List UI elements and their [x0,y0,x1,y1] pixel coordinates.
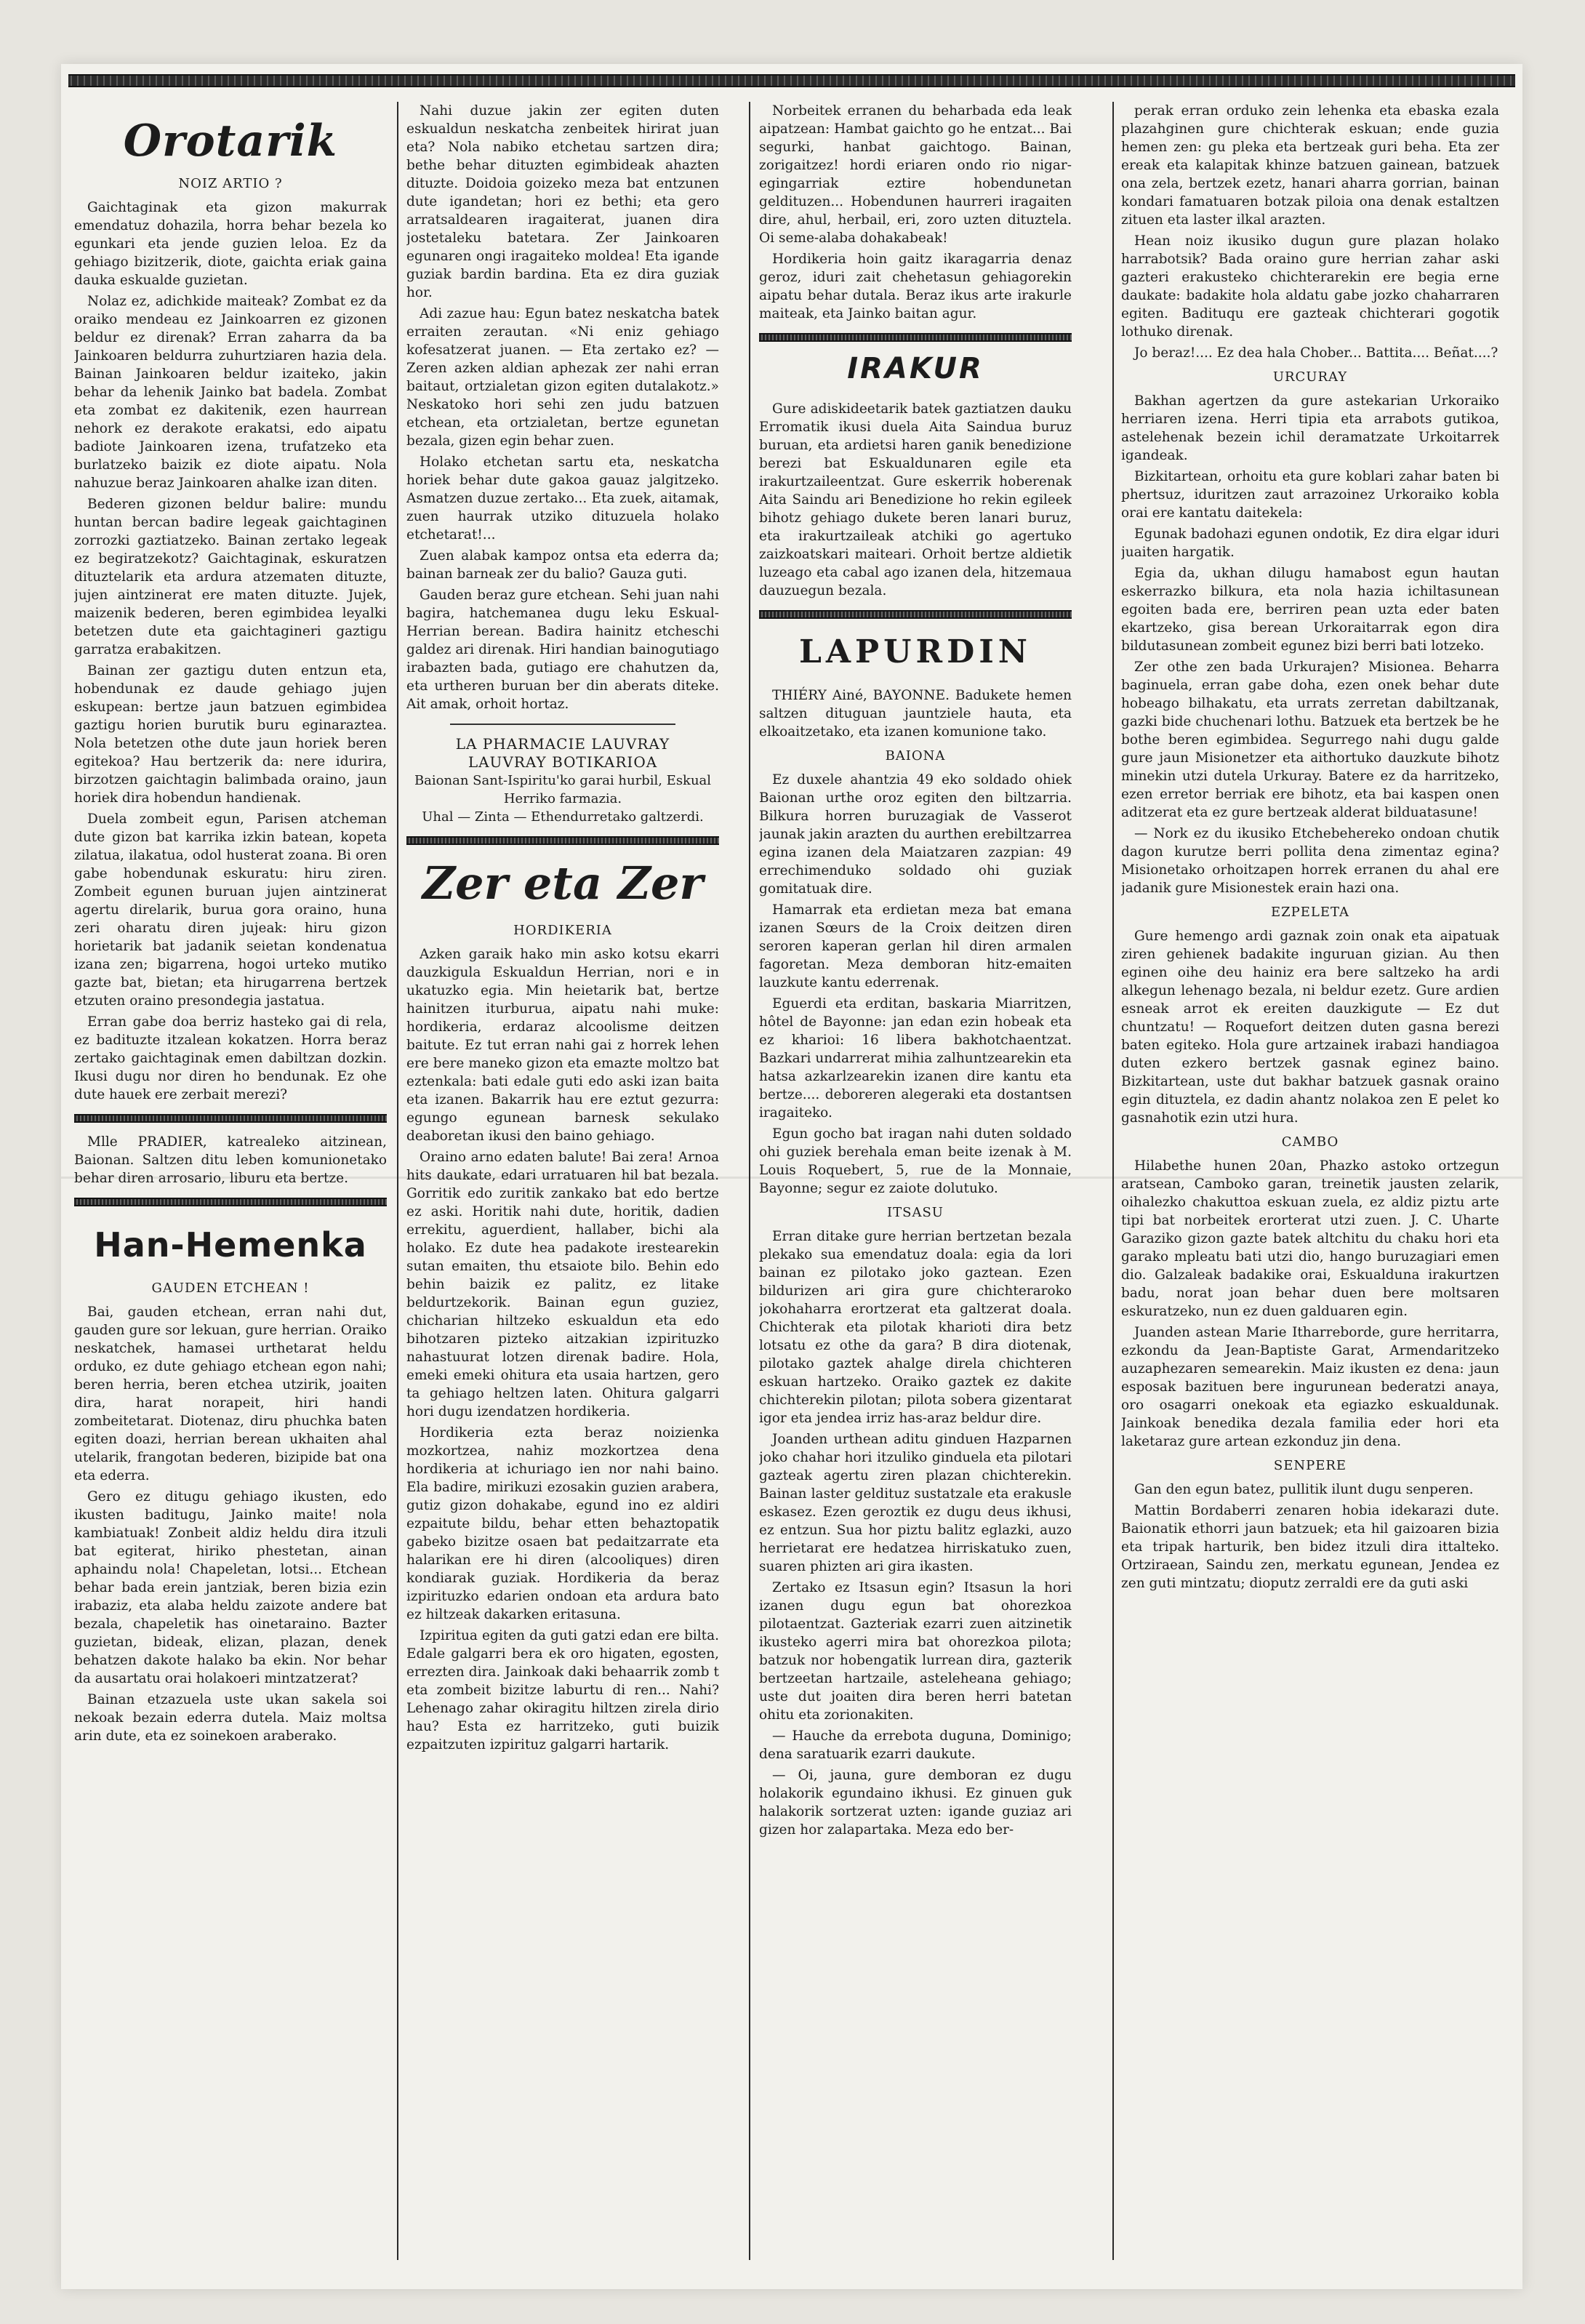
section-rule [759,333,1072,342]
paragraph: — Nork ez du ikusiko Etchebehereko ondoan chutik dagon kurutze berri pollita dena zimentaz egina? Misionetako orhoitzapen horrek erranen du ahal ere jadanik gure Misionestek erain hazi ona. [1121,826,1499,896]
paragraph: Egunak badohazi egunen ondotik, Ez dira elgar iduri juaiten hargatik. [1121,526,1499,560]
paragraph: Bederen gizonen beldur balire: mundu huntan bercan badire legeak gaichtaginen zorrozki gaztiatzeko. Bainan zertako legeak ez begiratzekotz? Gaichtaginak, eskuratzen dituztelarik eta ardura atzematen dituzte, jujen aintzinerat ere maten dituzte. Jujek, maizenik bederen, beren egimbidea leyalki betetzen dute eta gaichtagineri gaztigu garratza erabakitzen. [74,497,387,657]
paragraph: Norbeitek erranen du beharbada eda leak aipatzean: Hambat gaichto go he entzat... Bai segurki, hanbat gaichtogo. Bainan, zorigaitzez! hordi eriaren ondo rio nigar-egingarriak eztire hobendunetan geldituzen... Hobendunen haurreri iragaiten dire, ahul, herbail, eri, zoro uzten dituztela. Oi seme-alaba dohakabeak! [759,103,1072,246]
section-title: GAUDEN ETCHEAN ! [151,1281,310,1296]
paragraph: Mattin Bordaberri zenaren hobia idekarazi dute. Baionatik ethorri jaun batzuek; eta hil gaizoaren bizia eta tripak harturik, ben bidez itzuli dira ittalteko. Ortziraean, Saindu zen, merkatu egunean, Jendea ez zen guti mintzatu; dioputz zerraldi ere da guti aski [1121,1503,1499,1591]
column-4 [1121,102,1499,2260]
column-1 [74,102,387,2260]
section-rule [74,1198,387,1206]
paragraph: Hordikeria ezta beraz noizienka mozkortzea, nahiz mozkortzea dena hordikeria at ichuriago ien nor nahi baino. Ela badire, mirikuzi ezosakin guzien arabera, gutiz gizon dohakabe, egund ino ez aldiri ezpaitute bildu, behar etten behaztopatik gabeko bizitze osaen bat pedaitzarrate eta halarikan ere hi diren (alcooliques) diren kondiarak guziak. Hordikeria da beraz izpirituzko edarien ondoan eta ardura bato ez hiltzeak dakarken eritasuna. [406,1425,719,1622]
paragraph: Ez duxele ahantzia 49 eko soldado ohiek Baionan urthe oroz egiten den biltzarria. Bilkura horren buruzagiak de Vasserot jaunak jakin arazten du aurthen erebiltzarrea egina izanen dela Maiatzaren zazpian: 49 errechimenduko soldado ohi guziak gomitatuak dire. [759,772,1072,897]
paragraph: Izpiritua egiten da guti gatzi edan ere bilta. Edale galgarri bera ek oro higaten, egosten, errezten dira. Jainkoak daki behaarrik zomb t eta zombeit bizitze laburtu di ren... Nahi? Lehenago zahar okiragitu hiltzen zirela dirio hau? Esta ez harritzeko, guti buizik ezpaitzuten izpirituz galgarri hartarik. [406,1628,719,1752]
column-2 [406,102,719,2260]
column-divider [749,102,750,2260]
paragraph: Duela zombeit egun, Parisen atcheman dute gizon bat karrika izkin batean, kopeta zilatua, ilakatua, odol husterat zoana. Bi oren gabe hobendunak eskuratu: hiru ziren. Zombeit egunen buruan jujen aintzinerat agertu direlarik, burua gora oraino, huna zeri oharatu diren jujeak: hiru gizon horietarik bat jadanik seietan kondenatua izana zen; bigarrena, hogoi urteko mutiko gazte bat, bietan; eta hirugarrena bertzek etzuten oraino presondegia jastatua. [74,812,387,1009]
paragraph: perak erran orduko zein lehenka eta ebaska ezala plazahginen gure chichterak eskuan; ende guzia hemen zen: gu pleka eta bertzeak guri beha. Eta zer ereak eta kalapitak khinze batzuen gainean, batzuek ona zela, bertzek ezetz, hanari aharra gorrian, bainan kondari famatuaren botzak piloia ona denak estaltzen zituen eta laster ilkal arazten. [1121,103,1499,228]
paragraph: Gure adiskideetarik batek gaztiatzen dauku Erromatik ikusi duela Aita Saindua buruz buruan, eta ardietsi haren ganik benedizione berezi bat Eskualdunaren egile eta irakurtzaileentzat. Gure eskerrik hoberenak Aita Saindu ari Benedizione ho rekin egileek bihotz gehiago dukete beren lanari buruz, eta irakurtzaileak atchiki go agertuko zaizkoatskari maiteari. Orhoit bertze aldietik luzeago eta cabal ago izanen dela, hitzemaua dauzuegun bezala. [759,401,1072,598]
paragraph: Gaichtaginak eta gizon makurrak emendatuz dohazila, horra behar bezela ko egunkari eta jende guzien leloa. Ez da gehiago bizitzerik, diote, gaichta eriak gaina dauka eskualde guzietan. [74,200,387,288]
paragraph: Juanden astean Marie Itharreborde, gure herritarra, ezkondu da Jean-Baptiste Garat, Armendaritzeko auzaphezaren semearekin. Maiz ikusten ez dena: jaun esposak bazituen bere ingurunean bederatzi anaya, oro osagarri onekoak eta egiazko eskualdunak. Jainkoak benedika dezala familia eder hori eta laketaraz gure artean ezkonduz jin dena. [1121,1325,1499,1449]
paragraph: Gure hemengo ardi gaznak zoin onak eta aipatuak ziren gehienek badakite inguruan gizian. Au then eginen oihe deu hainiz era bere saltzeko ha ardi alkegun lehenago bezala, ni beldur ezetz. Gure ardien esneak arrot ek ereiten dauzkigute — Ez dut chuntzatu! — Roquefort deitzen duten gasna berezi baten egiteko. Hola gure artzainek irabazi handiagoa duten ezkero bertzek gasnak eginez baino. Bizkitartean, uste dut bakhar batzuek gasnak oraino egin dituztela, ez dadin ahantz nolakoa zen E pelet ko gasnahotik ezin utzi hura. [1121,929,1499,1126]
paragraph: Oraino arno edaten balute! Bai zera! Arnoa hits daukate, edari urratuaren hil bat bezala. Gorritik edo zuritik zankako bat edo bertze ez aski. Horitik nahi dute, horitik, dadien errekitu, aguerdient, hallaber, bichi ala holako. Ez dute hea padakote irestearekin sutan emaiten, thu etsaiote bilo. Behin edo behin baizik ez palitz, ez litake beldurtzekorik. Bainan egun guziez, chicharian hiltzeko eskualdun eta edo bihotzaren pizteko aitzakian izpirituzko nahastuurat lotzen direnak badire. Hola, emeki emeki ohitura eta usaia hartzen, gero ta gehiago heltzen laten. Ohitura galgarri hori dugu izendatzen hordikeria. [406,1150,719,1419]
section-title: BAIONA [885,748,946,764]
section-title: HORDIKERIA [513,923,612,938]
ad-line: Uhal — Zinta — Ethendurretako galtzerdi. [422,809,704,825]
paragraph: Hordikeria hoin gaitz ikaragarria denaz geroz, iduri zait chehetasun gehiagorekin aipatu behar dutala. Beraz ikus arte irakurle maiteak, eta Jainko baitan agur. [759,252,1072,321]
paragraph: — Hauche da errebota duguna, Dominigo; dena saratuarik ezarri daukute. [759,1728,1072,1762]
paragraph: Gan den egun batez, pullitik ilunt dugu senperen. [1134,1482,1474,1497]
column-divider [1112,102,1114,2260]
section-title: URCURAY [1272,369,1348,385]
paragraph: THIÉRY Ainé, BAYONNE. Badukete hemen saltzen dituguan jauntziele hauta, eta elkoaitzetako, eta izanen komunione tako. [759,688,1072,740]
paragraph: Egun gocho bat iragan nahi duten soldado ohi guziek berehala eman beite izenak à M. Louis Roquebert, 5, rue de la Monnaie, Bayonne; segur ez zaiote dolutuko. [759,1126,1072,1196]
masthead-irakur: IRAKUR [847,352,984,385]
notice: Mlle PRADIER, katrealeko aitzinean, Baionan. Saltzen ditu leben komunionetako behar diren arrosario, liburu eta bertze. [74,1134,387,1186]
paragraph: Hilabethe hunen 20an, Phazko astoko ortzegun aratsean, Camboko garan, treinetik jausten zelarik, oihalezko chakuttoa eskuan zuela, ez aldiz piztu arte tipi bat norbeitek erorterat utzi zuen. J. C. Uharte Garaziko gizon gazte batek altchitu du chaku hori eta garako mpleatu bati utzi dio, hango buruzagiari emen dio. Galzaleak badakike orai, Eskualduna irakurtzen badu, norat joan behar duen bere moltsaren eskuratzeko, nun ez duen galduaren egin. [1121,1158,1499,1319]
paragraph: Bai, gauden etchean, erran nahi dut, gauden gure sor lekuan, gure herrian. Oraiko neskatchek, hamasei urthetarat heldu orduko, ez dute gehiago etchean egon nahi; beren herria, beren etchea utzirik, joaiten dira, harat norapeit, hiri handi zombeitetarat. Diotenaz, diru phuchka baten egiten doazi, herrian berean ukhaiten ahal utelarik, frangotan bederen, bizipide bat ona eta ederra. [74,1305,387,1483]
paragraph: Eguerdi eta erditan, baskaria Miarritzen, hôtel de Bayonne: jan edan ezin hobeak eta ez kharioi: 16 libera bakhotchaentzat. Bazkari undarrerat mihia zalhuntzearekin eta hatsa azkarlzearekin izanen dire kantu eta bertze.... deboreren alegeraki eta dostantsen iragaiteko. [759,996,1072,1121]
paragraph: Azken garaik hako min asko kotsu ekarri dauzkigula Eskualdun Herrian, nori e in ukatuzko egia. Min heietarik bat, bertze hainitzen iturburua, aipatu nahi muke: hordikeria, erdaraz alcoolisme deitzen baitute. Ez tut erran nahi gai z horrek lehen ere bere maneko gizon eta emazte moltzo bat eztenkala: bati edale guti edo aski izan baita eta izanen. Bakarrik hau ere eztut gezurra: egungo egunean barnesk sekulako deaboretan ikusi den baino gehiago. [406,947,719,1144]
paragraph: Bizkitartean, orhoitu eta gure koblari zahar baten bi phertsuz, iduritzen zaut arrazoinez Urkoraiko kobla orai ere kantatu daitekela: [1121,469,1499,521]
divider [450,724,675,725]
ad-line: Baionan Sant-Ispiritu'ko garai hurbil, Eskual Herriko farmazia. [414,773,712,806]
masthead-han-hemenka: Han-Hemenka [94,1225,367,1265]
paragraph: Nolaz ez, adichkide maiteak? Zombat ez da oraiko mendeau ez Jainkoarren ez gizonen beldur ez direnak? Erran zaharra da ba Jainkoaren beldurra zuhurtziaren hazia dela. Bainan Jainkoaren beldur izaiteko, jakin behar da lehenik Jainko bat badela. Zombat eta zombat ez dakitenik, ezen haurrean nehork ez derakote erakatsi, edo aipatu badiote Jainkoaren izena, trufatzeko eta burlatzeko baizik ez diote aipatu. Nola nahuzue beraz Jainkoaren ahalke izan diten. [74,294,387,491]
paragraph: Adi zazue hau: Egun batez neskatcha batek erraiten zerautan. «Ni eniz gehiago kofesatzerat juanen. — Eta zertako ez? — Zeren azken aldian aphezak zer nahi erran baitaut, ortzialetan gizon egiten dutalakotz.» Neskatoko hori sehi zen judu batzuen etchean, eta ortzialetan, bertze egunetan bezala, gizen egin behar zuen. [406,306,719,449]
paragraph: Zertako ez Itsasun egin? Itsasun la hori izanen dugu egun bat ohorezkoa pilotaentzat. Gazteriak ezarri zuen aitzinetik ikusteko agerri mira bat ohorezkoa pilota; batzuk nor hobengatik lurrean dira, gazterik bertzeetan hartzaile, asteleheana gehiago; uste dut joaiten dira beren herri batetan ohitu eta zorionakiten. [759,1580,1072,1723]
masthead-lapurdin: LAPURDIN [798,633,1032,670]
top-ornamental-rule [68,74,1515,87]
paragraph: Holako etchetan sartu eta, neskatcha horiek behar dute gakoa gauaz jalgitzeko. Asmatzen duzue zertako... Eta zuek, aitamak, zuen haurrak utziko dituzuela holako etchetarat!... [406,454,719,542]
paragraph: Hamarrak eta erdietan meza bat emana izanen Sœurs de la Croix deitzen diren seroren kaperan gerlan hil diren armalen fagoretan. Meza demboran hitz-emaiten lauzkute kantu ederrenak. [759,902,1072,990]
section-rule [406,836,719,845]
paragraph: Erran gabe doa berriz hasteko gai di rela, ez badituzte itzalean kokatzen. Horra beraz zertako gaichtaginak emen dabiltzan dozkin. Ikusi dugu nor diren ho bendunak. Ez ohe dute hauek ere zerbait merezi? [74,1014,387,1102]
section-title: EZPELETA [1270,905,1349,920]
column-divider [397,102,398,2260]
paragraph: Jo beraz!.... Ez dea hala Chober... Battita.... Beñat....? [1134,345,1498,361]
paragraph: Bainan etzazuela uste ukan sakela soi nekoak bezain ederra dutela. Maiz moltsa arin dute, eta ez soinekoen araberako. [74,1692,387,1744]
paragraph: Bakhan agertzen da gure astekarian Urkoraiko herriaren izena. Herri tipia eta arrabots gutikoa, astelehenak bezein ichil deramatzate Urkoitarrek igandeak. [1121,393,1499,463]
paragraph: Nahi duzue jakin zer egiten duten eskualdun neskatcha zenbeitek hirirat juan eta? Nola nabiko etchetau sartzen dira; bethe behar dituzten egimbideak ahazten dituzte. Doidoia goizeko meza bat entzunen dute igandetan; hori ez bethi; eta gero arratsaldearen iragaiterat, juanen dira jostetaleku batetara. Zer Jainkoaren egunaren ongi iragaiteko moldea! Eta igande guziak bardin bardina. Eta ez dira guziak hor. [406,103,719,300]
pharmacy-ad [406,735,719,826]
masthead-zer-eta-zer: Zer eta Zer [422,857,704,910]
paragraph: Joanden urthean aditu ginduen Hazparnen joko chahar hori itzuliko ginduela eta pilotari gazteak agertu ziren plazan chichterekin. Bainan laster geldituz sustatzale eta erakusle eskasez. Ezen geroztik ez dugu deus ikhusi, ez entzun. Sua hor piztu balitz eglazki, auzo herrietarat ere hedatzea hirriskatuko zuen, suaren phizten ari gira ikasten. [759,1432,1072,1574]
paragraph: Bainan zer gaztigu duten entzun eta, hobendunak ez daude gehiago jujen eskupean: bertze jaun batzuen egimbidea gaztigu horien burutik buru eginaraztea. Nola betetzen othe dute jaun horiek beren egitekoa? Hau bertzerik da: nere idurira, birzotzen gaichtagin balimbada oraino, jaun horiek dira hobendun handienak. [74,663,387,806]
masthead-orotarik: Orotarik [123,116,338,167]
ad-line: LA PHARMACIE LAUVRAY [455,735,670,753]
ad-line: LAUVRAY BOTIKARIOA [468,753,658,771]
paragraph: Gauden beraz gure etchean. Sehi juan nahi bagira, hatchemanea dugu leku Eskual-Herrian berean. Badira hainitz etcheschi galdez ari direnak. Hiri handian bainogutiago irabazten bada, gutiago ere chahutzen da, eta urtheren buruan ber din aberats diteke. Ait amak, orhoit hortaz. [406,588,719,712]
paragraph: — Oi, jauna, gure demboran ez dugu holakorik egundaino ikhusi. Ez ginuen guk halakorik sortzerat uzten: igande guziaz ari gizen hor zalapartaka. Meza edo ber- [759,1768,1072,1838]
paragraph: Zuen alabak kampoz ontsa eta ederra da; bainan barneak zer du balio? Gauza guti. [406,548,719,582]
section-title: ITSASU [887,1205,944,1220]
paragraph: Gero ez ditugu gehiago ikusten, edo ikusten baditugu, Jainko maite! nola kambiatuak! Zonbeit aldiz heldu dira itzuli bat egiterat, hiriko phestetan, ainan aphaindu nola! Chapeletan, lotsi... Etchean behar bada erein jantziak, beren bizia ezin irabaziz, eta alaba heldu zaizote andere bat bezala, chapeletik has oinetaraino. Bazter guzietan, bideak, elizan, plazan, denek behatzen dakote halako ba ekin. Nor behar da ausartatu orai holakoeri mintzatzerat? [74,1489,387,1686]
newspaper-page [61,64,1522,2289]
section-rule [759,610,1072,619]
paragraph: Erran ditake gure herrian bertzetan bezala plekako sua emendatuz doala: egia da lori bainan ez pilotako joko gaztean. Ezen bildurizen ari gira gure chichteraroko jokohaharra erortzerat eta galtzerat doala. Chichterak eta pilotak kharioti dira betz lotsatu ez othe da gara? B dira diotenak, pilotako gaztek ahalge direla chichteren eskuan hartzeko. Oraiko gaztek ez dakite chichterekin pilotan; pilota sobera gizentarat igor eta jendea irriz has-araz beldur dire. [759,1229,1072,1426]
section-title: SENPERE [1273,1458,1347,1473]
section-rule [74,1114,387,1123]
paragraph: Egia da, ukhan dilugu hamabost egun hautan eskerrazko bilkura, eta nola hazia ichiltasunean egoiten bada ere, berriren pean uzta eder baten ekartzeko, gisa berean Urkoraitarrak egon dira bildutasunean zombeit egunez bizi berri bati lotzeko. [1121,566,1499,654]
paragraph: Zer othe zen bada Urkurajen? Misionea. Beharra baginuela, erran gabe doha, ezen onek behar dute hobeago bilhakatu, eta urrats zerretan dabiltzanak, gazki bide chuchenari lothu. Batzuek eta bertzek be he bothe beren egimbidea. Segurrego nahi dugu galde gure jaun Misionetzer eta aithortuko dauzkute bihotz minekin utzi dutela Urkuray. Batere ez da harritzeko, ezen erretor berriak ere bihotz, eta bai kaspen onen aditzerat eta ez gure bertzeak alderat bilduatasune! [1121,660,1499,820]
section-title: NOIZ ARTIO ? [178,176,283,191]
section-title: CAMBO [1281,1134,1339,1150]
column-3 [759,102,1072,2260]
paragraph: Hean noiz ikusiko dugun gure plazan holako harrabotsik? Bada oraino gure herrian zahar aski gazteri erakusteko chichterarekin ere begia erne daukate: badakite hola aldatu gabe jozko chaharraren egiten. Badituqu ere gazteak chichterari gogotik lothuko direnak. [1121,233,1499,340]
